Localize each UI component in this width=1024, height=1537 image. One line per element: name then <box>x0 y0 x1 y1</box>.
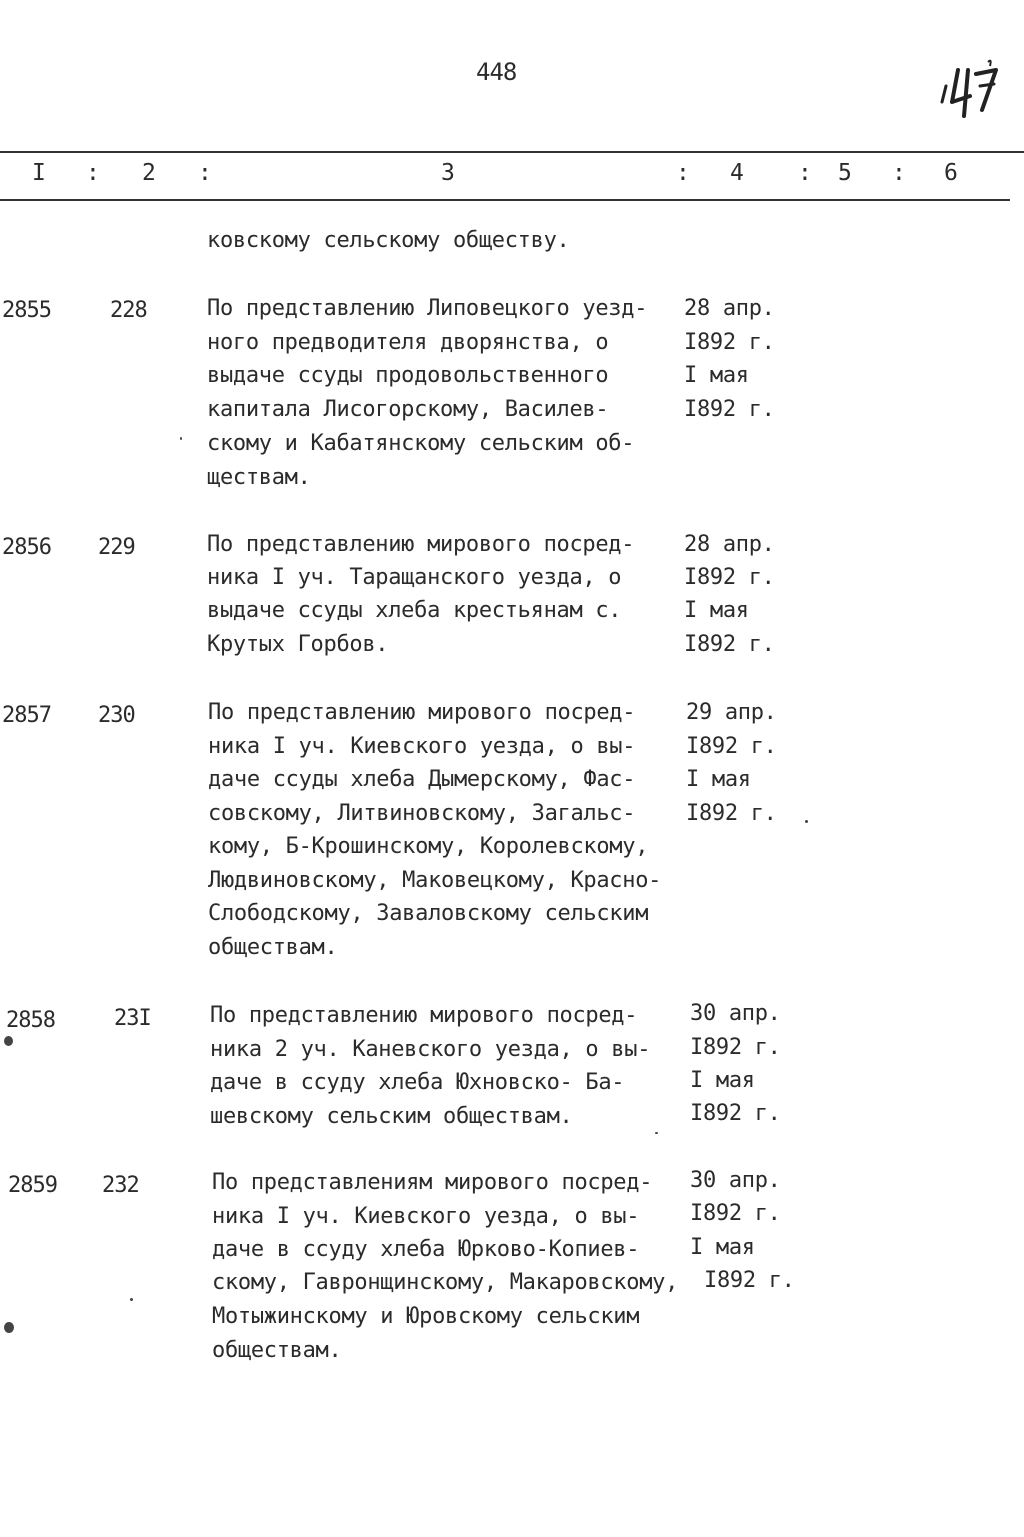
continuation-text-line: ковскому сельскому обществу. <box>207 228 570 253</box>
entry-date-line: I892 г. <box>686 734 777 759</box>
column-header-3: 3 <box>441 160 455 186</box>
entry-date-line: I892 г. <box>690 1201 781 1226</box>
entry-date-line: 30 апр. <box>690 1168 781 1193</box>
entry-date-line: I892 г. <box>684 330 775 355</box>
entry-number: 2855 <box>2 298 51 323</box>
entry-text-line: обществам. <box>208 935 338 960</box>
header-top-rule <box>0 151 1024 153</box>
entry-text-line: шевскому сельским обществам. <box>210 1104 573 1129</box>
entry-text-line: ника I уч. Таращанского уезда, о <box>207 565 622 590</box>
scan-speck <box>805 820 808 823</box>
header-bottom-rule <box>0 199 1010 201</box>
entry-text-line: капитала Лисогорскому, Василев- <box>207 397 609 422</box>
entry-text-line: выдаче ссуды хлеба крестьянам с. <box>207 598 622 623</box>
entry-date-line: I892 г. <box>684 632 775 657</box>
entry-number: 2859 <box>8 1173 57 1198</box>
entry-date-line: 28 апр. <box>684 296 775 321</box>
entry-text-line: По представлению Липовецкого уезд- <box>207 296 648 321</box>
entry-text-line: ществам. <box>207 465 311 490</box>
column-header-6: 6 <box>944 160 958 186</box>
scan-speck <box>4 1036 13 1046</box>
entry-text-line: Мотыжинскому и Юровскому сельским <box>212 1304 640 1329</box>
entry-text-line: Слободскому, Заваловскому сельским <box>208 901 649 926</box>
entry-text-line: По представлению мирового посред- <box>210 1003 638 1028</box>
entry-date-line: I892 г. <box>704 1268 795 1293</box>
entry-date-line: I мая <box>690 1235 755 1260</box>
entry-date-line: I892 г. <box>684 565 775 590</box>
entry-date-line: I892 г. <box>690 1035 781 1060</box>
entry-text-line: ного предводителя дворянства, о <box>207 330 609 355</box>
entry-sub-number: 230 <box>98 703 135 728</box>
entry-date-line: I892 г. <box>686 801 777 826</box>
entry-date-line: I мая <box>684 363 749 388</box>
column-header-1: I <box>32 160 46 186</box>
entry-text-line: Крутых Горбов. <box>207 632 389 657</box>
entry-text-line: кому, Б-Крошинскому, Королевскому, <box>208 834 649 859</box>
column-header-row <box>0 160 1024 190</box>
column-separator: : <box>892 160 906 186</box>
entry-date-line: I мая <box>686 767 751 792</box>
scan-speck <box>4 1322 14 1333</box>
entry-date-line: I мая <box>690 1068 755 1093</box>
page-number: 448 <box>476 58 517 86</box>
column-separator: : <box>798 160 812 186</box>
entry-text-line: ника I уч. Киевского уезда, о вы- <box>208 734 636 759</box>
column-separator: : <box>86 160 100 186</box>
entry-text-line: обществам. <box>212 1338 342 1363</box>
entry-text-line: ника 2 уч. Каневского уезда, о вы- <box>210 1037 651 1062</box>
scan-speck <box>655 1132 658 1134</box>
column-header-4: 4 <box>730 160 744 186</box>
entry-text-line: По представлению мирового посред- <box>208 700 636 725</box>
column-header-5: 5 <box>838 160 852 186</box>
entry-sub-number: 228 <box>110 298 147 323</box>
handwritten-folio-mark <box>930 40 1010 130</box>
scan-speck <box>180 437 182 440</box>
entry-number: 2858 <box>6 1008 55 1033</box>
entry-number: 2856 <box>2 535 51 560</box>
entry-text-line: даче ссуды хлеба Дымерскому, Фас- <box>208 767 636 792</box>
entry-sub-number: 232 <box>102 1173 139 1198</box>
column-separator: : <box>676 160 690 186</box>
column-header-2: 2 <box>142 160 156 186</box>
entry-text-line: даче в ссуду хлеба Юрково-Копиев- <box>212 1237 640 1262</box>
entry-date-line: I мая <box>684 598 749 623</box>
scan-speck <box>130 1298 133 1301</box>
entry-text-line: По представлениям мирового посред- <box>212 1170 653 1195</box>
entry-text-line: даче в ссуду хлеба Юхновско- Ба- <box>210 1070 625 1095</box>
entry-text-line: ника I уч. Киевского уезда, о вы- <box>212 1204 640 1229</box>
entry-text-line: скому, Гавронщинскому, Макаровскому, <box>212 1270 679 1295</box>
entry-date-line: 29 апр. <box>686 700 777 725</box>
entry-date-line: 30 апр. <box>690 1001 781 1026</box>
entry-text-line: По представлению мирового посред- <box>207 532 635 557</box>
entry-text-line: выдаче ссуды продовольственного <box>207 363 609 388</box>
entry-date-line: 28 апр. <box>684 532 775 557</box>
entry-text-line: скому и Кабатянскому сельским об- <box>207 431 635 456</box>
entry-sub-number: 229 <box>98 535 135 560</box>
column-separator: : <box>198 160 212 186</box>
entry-text-line: совскому, Литвиновскому, Загальс- <box>208 801 636 826</box>
entry-date-line: I892 г. <box>684 397 775 422</box>
entry-date-line: I892 г. <box>690 1101 781 1126</box>
entry-number: 2857 <box>2 703 51 728</box>
entry-sub-number: 23I <box>114 1006 151 1031</box>
entry-text-line: Людвиновскому, Маковецкому, Красно- <box>208 868 662 893</box>
